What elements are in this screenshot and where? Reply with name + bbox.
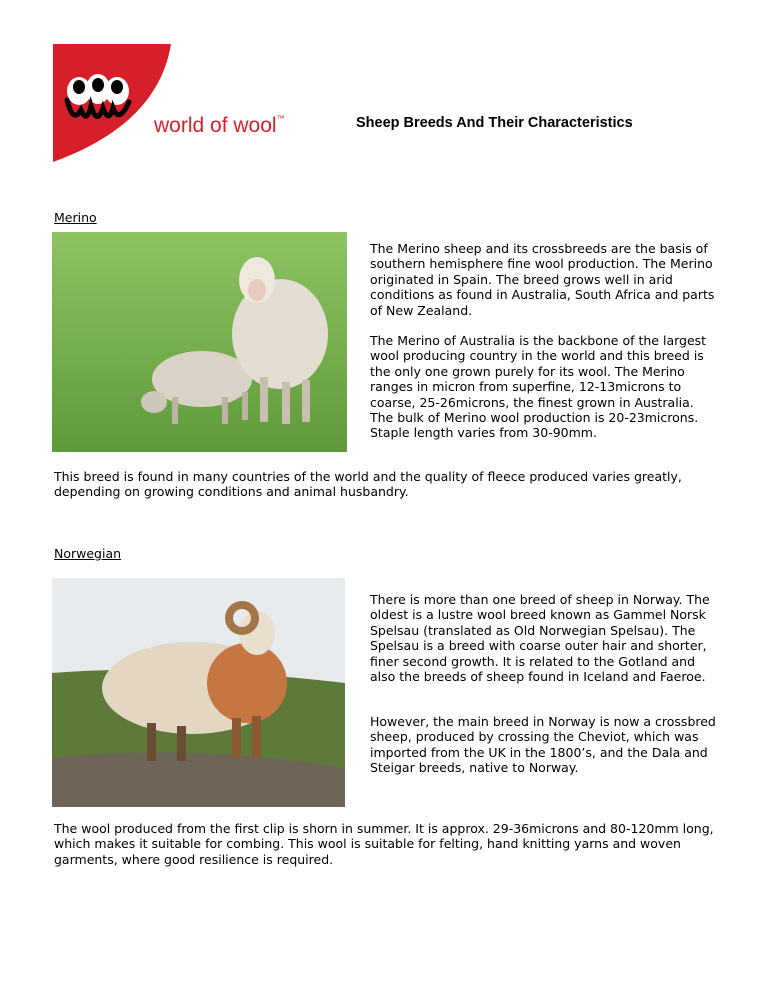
merino-paragraph-2: The Merino of Australia is the backbone of the largest wool producing country in the world and this breed is the only one grown purely for its wool. The Merino ranges in micron from superfine, 12-13microns to coarse, 25-26microns, the finest grown in Australia. The bulk of Merino wool production is 20-23microns. Staple length varies from 30-90mm. — [370, 333, 707, 441]
svg-text:world of wool™ — [153, 114, 285, 137]
merino-paragraph-3: This breed is found in many countries of the world and the quality of fleece produced varies greatly, depending on growing conditions and animal husbandry. — [54, 469, 682, 500]
norwegian-paragraph-3: The wool produced from the first clip is shorn in summer. It is approx. 29-36microns and 80-120mm long, which makes it suitable for combing. This wool is suitable for felting, hand knitting yarns and woven garments, where good resilience is required. — [54, 821, 714, 867]
norwegian-sheep-photo — [52, 578, 345, 807]
logo-trademark: ™ — [276, 114, 285, 123]
norwegian-paragraph-1: There is more than one breed of sheep in Norway. The oldest is a lustre wool breed known as Gammel Norsk Spelsau (translated as Old Norwegian Spelsau). The Spelsau is a breed with coarse outer hair and shorter, finer second growth. It is related to the Gotland and also the breeds of sheep found in Iceland and Faeroe. — [370, 592, 710, 685]
merino-paragraph-1: The Merino sheep and its crossbreeds are the basis of southern hemisphere fine wool production. The Merino originated in Spain. The breed grows well in arid conditions as found in Australia, South Africa and parts of New Zealand. — [370, 241, 715, 318]
world-of-wool-logo — [53, 44, 293, 162]
section-heading-merino: Merino — [54, 210, 97, 225]
logo-brand-text: world of wool — [154, 114, 277, 137]
norwegian-paragraph-2: However, the main breed in Norway is now a crossbred sheep, produced by crossing the Cheviot, which was imported from the UK in the 1800’s, and the Dala and Steigar breeds, native to Norway. — [370, 714, 716, 776]
merino-sheep-photo — [52, 232, 347, 452]
section-heading-norwegian: Norwegian — [54, 546, 122, 561]
document-title: Sheep Breeds And Their Characteristics — [356, 115, 633, 131]
